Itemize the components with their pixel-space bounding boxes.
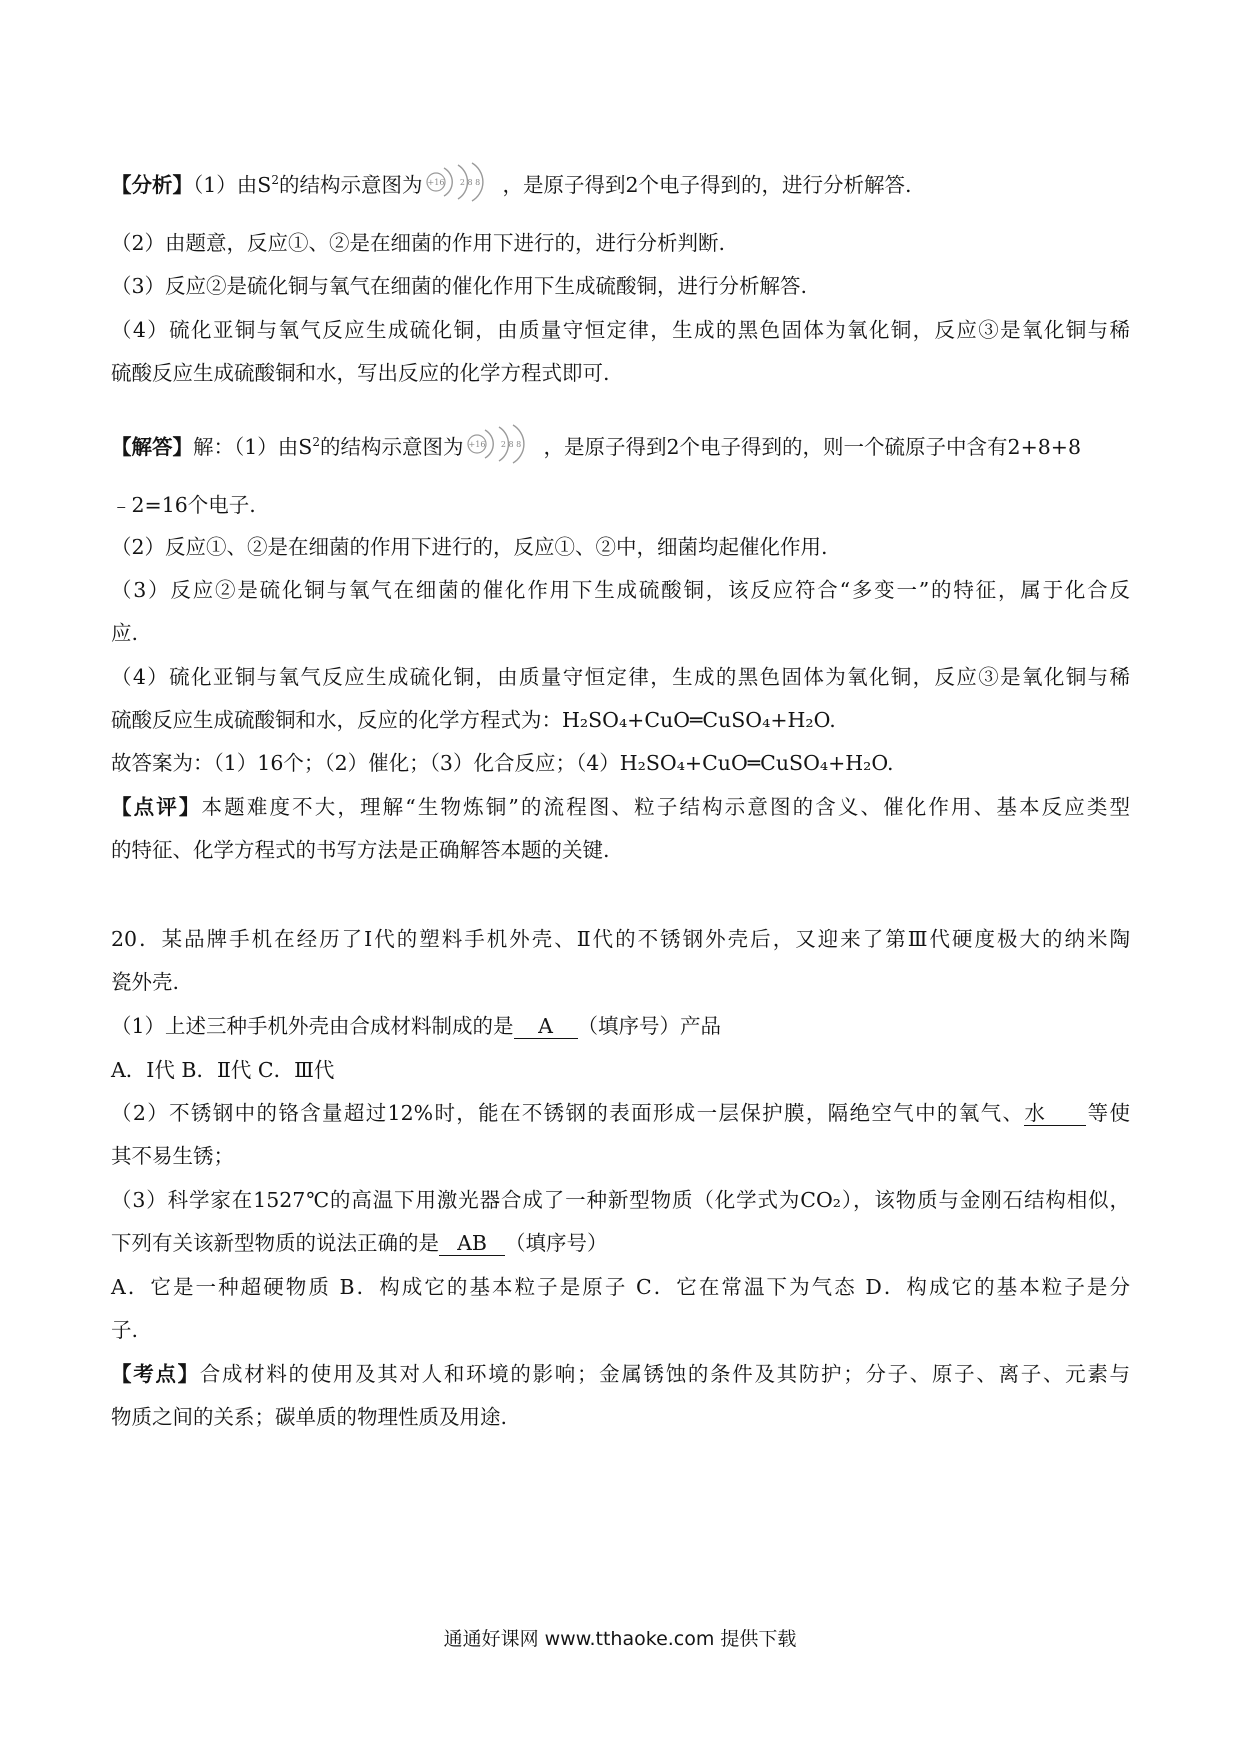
q20-sub2-line-1: （2）不锈钢中的铬含量超过12%时，能在不锈钢的表面形成一层保护膜，隔绝空气中的氧气、水 等使 (111, 1101, 1131, 1125)
kaodian-line-1: 【考点】合成材料的使用及其对人和环境的影响；金属锈蚀的条件及其防护；分子、原子、离子、元素与 (111, 1362, 1131, 1386)
answer-line-1: 【解答】解：（1）由$S^2$的结构示意图为 +16 2 8 8 ，是原子得到2个电子得到的，则一个硫原子中含有2+8+8 (111, 424, 1130, 472)
answer-line-5: 应. (111, 621, 139, 645)
q20-sub1: （1）上述三种手机外壳由合成材料制成的是 A （填序号）产品 (111, 1014, 722, 1038)
q20-sub3-options-line-2: 子. (111, 1318, 139, 1342)
sulfur-ion-structure-diagram (465, 424, 541, 472)
comment-line-2: 的特征、化学方程式的书写方法是正确解答本题的关键. (111, 838, 610, 862)
q20-sub1-options: A．Ⅰ代 B．Ⅱ代 C．Ⅲ代 (111, 1058, 335, 1082)
q20-sub2-answer: 水 (1024, 1101, 1086, 1126)
comment-tag: 【点评】 (111, 795, 202, 819)
q20-sub3-options: A．它是一种超硬物质 B．构成它的基本粒子是原子 C．它在常温下为气态 D．构成它的基本粒子是分 (111, 1275, 1130, 1299)
shell-label: 2 8 8 (460, 178, 481, 187)
kaodian-line-2: 物质之间的关系；碳单质的物理性质及用途. (111, 1405, 508, 1429)
q20-sub3-line-1: （3）科学家在1527℃的高温下用激光器合成了一种新型物质（化学式为CO₂），该物质与金刚石结构相似， (111, 1188, 1130, 1212)
kaodian-tag: 【考点】 (111, 1362, 200, 1386)
answer-tag: 【解答】 (111, 435, 193, 459)
answer-line-2: ﹣2=16个电子. (111, 493, 256, 517)
analysis-line-4: （4）硫化亚铜与氧气反应生成硫化铜，由质量守恒定律，生成的黑色固体为氧化铜，反应③是氧化铜与稀 (111, 318, 1130, 342)
answer-line-3: （2）反应①、②是在细菌的作用下进行的，反应①、②中，细菌均起催化作用. (111, 535, 828, 559)
comment-line-1: 【点评】本题难度不大，理解“生物炼铜”的流程图、粒子结构示意图的含义、催化作用、基本反应类型 (111, 795, 1131, 819)
answer-line-4: （3）反应②是硫化铜与氧气在细菌的催化作用下生成硫酸铜，该反应符合“多变一”的特征，属于化合反 (111, 578, 1130, 602)
q20-sub3-answer: AB (439, 1231, 505, 1256)
q20-sub2-line-2: 其不易生锈； (111, 1144, 234, 1168)
analysis-tag: 【分析】 (111, 173, 193, 197)
answer-line-7: 硫酸反应生成硫酸铜和水，反应的化学方程式为：H₂SO₄+CuO═CuSO₄+H₂O. (111, 708, 836, 732)
page-footer: 通通好课网 www.tthaoke.com 提供下载 (443, 1628, 797, 1650)
analysis-line-1: 【分析】（1）由$S^2$的结构示意图为 +16 2 8 8 ，是原子得到2个电子得到的，进行分析解答. (111, 162, 1130, 210)
q20-sub3-line-2: 下列有关该新型物质的说法正确的是 AB （填序号） (111, 1231, 608, 1255)
nucleus-label: +16 (428, 178, 445, 187)
q20-stem-line-1: 20．某品牌手机在经历了Ⅰ代的塑料手机外壳、Ⅱ代的不锈钢外壳后，又迎来了第Ⅲ代硬度极大的纳米陶 (111, 927, 1130, 951)
answer-line-6: （4）硫化亚铜与氧气反应生成硫化铜，由质量守恒定律，生成的黑色固体为氧化铜，反应③是氧化铜与稀 (111, 665, 1130, 689)
q20-stem-line-2: 瓷外壳. (111, 970, 180, 994)
analysis-line-2: （2）由题意，反应①、②是在细菌的作用下进行的，进行分析判断. (111, 231, 726, 255)
analysis-line-3: （3）反应②是硫化铜与氧气在细菌的催化作用下生成硫酸铜，进行分析解答. (111, 274, 808, 298)
shell-label: 2 8 8 (501, 440, 522, 449)
analysis-line-5: 硫酸反应生成硫酸铜和水，写出反应的化学方程式即可. (111, 361, 610, 385)
q20-sub1-answer: A (514, 1014, 578, 1039)
nucleus-label: +16 (469, 440, 486, 449)
answer-final: 故答案为：（1）16个；（2）催化；（3）化合反应；（4）H₂SO₄+CuO═CuSO₄+H₂O. (111, 751, 894, 775)
sulfur-ion-structure-diagram (424, 162, 500, 210)
